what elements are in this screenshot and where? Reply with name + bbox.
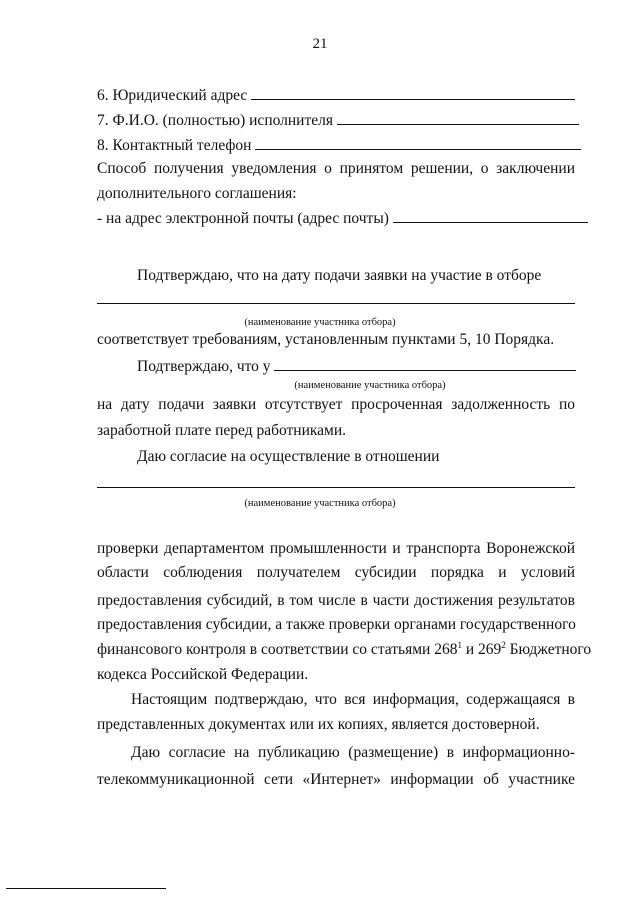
consent-intro: Даю согласие на осуществление в отношении xyxy=(137,448,440,465)
executor-name-row xyxy=(97,110,579,131)
executor-name-field[interactable] xyxy=(337,110,579,125)
email-field[interactable] xyxy=(393,208,588,223)
participant-caption-1: (наименование участника отбора) xyxy=(244,317,396,328)
inspection-line-5 xyxy=(97,640,591,660)
phone-field[interactable] xyxy=(255,135,581,150)
reliability-line-2: представленных документах или их копиях, является достоверной. xyxy=(97,716,540,733)
inspection-line-5-a: финансового контроля в соответствии со статьями 268 xyxy=(97,641,458,658)
legal-address-label: 6. Юридический адрес xyxy=(97,87,248,104)
footnote-separator xyxy=(6,888,166,889)
inspection-line-3: предоставления субсидий, в том числе в части достижения результатов xyxy=(97,592,575,609)
confirm2-row xyxy=(137,356,576,377)
inspection-line-5-c: Бюджетного xyxy=(505,641,592,658)
notification-method-line2: дополнительного соглашения: xyxy=(97,185,297,202)
confirm2-line2: заработной плате перед работниками. xyxy=(97,422,347,439)
confirm1-tail: соответствует требованиям, установленным пунктами 5, 10 Порядка. xyxy=(97,331,555,348)
publication-line-2: телекоммуникационной сети «Интернет» информации об участнике xyxy=(97,771,575,788)
participant-caption-2: (наименование участника отбора) xyxy=(294,380,446,391)
footnote-ref-2: 2 xyxy=(501,640,506,650)
inspection-line-1: проверки департаментом промышленности и транспорта Воронежской xyxy=(97,540,575,557)
participant-name-field-3[interactable] xyxy=(97,487,575,488)
page-number: 21 xyxy=(312,36,328,52)
inspection-line-2: области соблюдения получателем субсидии порядка и условий xyxy=(97,564,575,581)
publication-line-1: Даю согласие на публикацию (размещение) в информационно- xyxy=(131,744,575,761)
legal-address-field[interactable] xyxy=(251,85,575,100)
participant-name-field-1[interactable] xyxy=(97,303,575,304)
notification-method-line1: Способ получения уведомления о принятом решении, о заключении xyxy=(97,160,575,177)
legal-address-row xyxy=(97,85,575,106)
inspection-line-5-b: и 269 xyxy=(461,641,502,658)
participant-caption-3: (наименование участника отбора) xyxy=(244,498,396,509)
phone-row xyxy=(97,135,581,156)
executor-name-label: 7. Ф.И.О. (полностью) исполнителя xyxy=(97,112,333,129)
footnote-ref-1: 1 xyxy=(457,640,462,650)
reliability-line-1: Настоящим подтверждаю, что вся информация, содержащаяся в xyxy=(131,691,575,708)
participant-name-field-2[interactable] xyxy=(274,356,576,371)
email-option-label: - на адрес электронной почты (адрес почты) xyxy=(97,210,389,227)
inspection-line-4: предоставления субсидии, а также проверки органами государственного xyxy=(97,616,576,633)
confirm1-intro: Подтверждаю, что на дату подачи заявки на участие в отборе xyxy=(137,267,542,284)
inspection-line-6: кодекса Российской Федерации. xyxy=(97,666,309,683)
confirm2-line1: на дату подачи заявки отсутствует просроченная задолженность по xyxy=(97,396,575,413)
phone-label: 8. Контактный телефон xyxy=(97,137,252,154)
email-option-row xyxy=(97,208,588,229)
confirm2-intro: Подтверждаю, что у xyxy=(137,358,271,375)
